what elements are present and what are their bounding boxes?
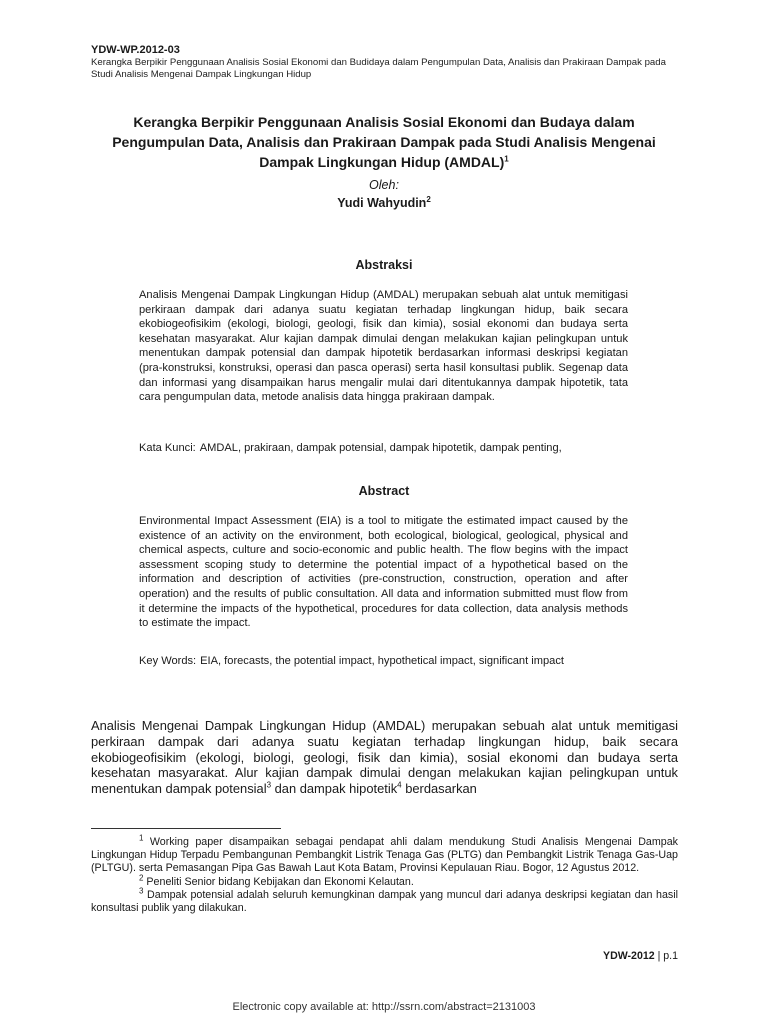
body-footnote-ref-3: 3: [266, 780, 272, 790]
footnote-1-text: Working paper disampaikan sebagai pendapat ahli dalam mendukung Studi Analisis Mengenai Dampak Lingkungan Hidup Terpadu Pembangunan Pembangkit Listrik Tenaga Gas (PLTG) dan Pembangkit Listrik Tenaga Gas-Uap (PLTGU). serta Pemasangan Pipa Gas Bawah Laut Kota Batam, Provinsi Kepulauan Riau. Bogor, 12 Agustus 2012.: [91, 836, 678, 875]
abstraksi-heading: Abstraksi: [355, 258, 413, 272]
abstraksi-text: Analisis Mengenai Dampak Lingkungan Hidup (AMDAL) merupakan sebuah alat untuk memitigasi perkiraan dampak dari adanya suatu kegiatan terhadap lingkungan hidup, baik secara ekobiogeofisikim (ekologi, biologi, geologi, fisik dan kimia), sosial ekonomi dan budaya serta kesehatan masyarakat. Alur kajian dampak dimulai dengan melakukan kajian pelingkupan untuk menentukan dampak potensial dan dampak hipotetik berdasarkan informasi deskripsi kegiatan (pra-konstruksi, konstruksi, operasi dan pasca operasi) serta hasil konsultasi publik. Segenap data dan informasi yang disampaikan harus mengalir mulai dari ditentukannya dampak hipotetik, tata cara pengumpulan data, metode analisis data hingga prakiraan dampak.: [139, 289, 628, 404]
abstraksi-keywords: [139, 441, 628, 456]
footnote-3-number: 3: [139, 886, 144, 896]
body-text-1: Analisis Mengenai Dampak Lingkungan Hidup (AMDAL) merupakan sebuah alat untuk memitigasi perkiraan dampak dari adanya suatu kegiatan terhadap lingkungan hidup, baik secara ekobiogeofisikim (ekologi, biologi, geologi, fisik dan kimia), sosial ekonomi dan budaya serta kesehatan masyarakat. Alur kajian dampak dimulai dengan melakukan kajian pelingkupan untuk menentukan dampak potensial: [91, 718, 678, 797]
footnote-divider: [91, 828, 281, 829]
author-footnote-ref: 2: [426, 194, 431, 204]
author-name: [0, 196, 768, 210]
abstract-text: Environmental Impact Assessment (EIA) is a tool to mitigate the estimated impact caused by the existence of an activity on the environment, both ecological, biological, geological, physical and chemical aspects, culture and socio-economic and public health. The flow begins with the impact assessment scoping study to determine the potential impact of a hypothetical based on the information and description of activities (pre-construction, construction, operation and after operation) and the results of public consultation. All data and information submitted must flow from it determine the impacts of the hypothetical, procedures for data collection, data analysis methods to estimate the impact.: [139, 515, 628, 630]
page-separator: |: [654, 950, 664, 962]
abstract-keywords: [139, 654, 628, 669]
abstract-keywords-label: Key Words:: [139, 655, 197, 667]
body-paragraph: [91, 718, 678, 797]
page-number: [603, 950, 678, 962]
body-footnote-ref-4: 4: [397, 780, 402, 790]
footnote-1: [91, 833, 678, 876]
page-num: p.1: [663, 950, 678, 962]
body-text-3: berdasarkan: [401, 781, 477, 797]
byline-oleh: Oleh:: [369, 178, 399, 192]
footnote-1-number: 1: [139, 833, 144, 843]
header-subtitle: Kerangka Berpikir Penggunaan Analisis Sosial Ekonomi dan Budidaya dalam Pengumpulan Data, Analisis dan Prakiraan Dampak pada Studi Analisis Mengenai Dampak Lingkungan Hidup: [91, 57, 666, 80]
abstract-heading: Abstract: [358, 484, 410, 498]
abstract-keywords-value: EIA, forecasts, the potential impact, hypothetical impact, significant impact: [200, 655, 564, 667]
footnote-3-text: Dampak potensial adalah seluruh kemungkinan dampak yang muncul dari adanya deskripsi kegiatan dan hasil konsultasi publik yang dilakukan.: [91, 888, 678, 915]
paper-title-text: Kerangka Berpikir Penggunaan Analisis Sosial Ekonomi dan Budaya dalam Pengumpulan Data, Analisis dan Prakiraan Dampak pada Studi Analisis Mengenai Dampak Lingkungan Hidup (AMDAL): [112, 114, 656, 170]
body-text-2: dan dampak hipotetik: [271, 781, 398, 797]
footnote-2-text: Peneliti Senior bidang Kebijakan dan Ekonomi Kelautan.: [143, 875, 414, 888]
ssrn-footer: Electronic copy available at: http://ssrn.com/abstract=2131003: [232, 1001, 536, 1013]
page-code: YDW-2012: [603, 950, 655, 962]
footnotes: [91, 833, 678, 915]
author-name-text: Yudi Wahyudin: [337, 196, 427, 210]
paper-title: [90, 112, 678, 172]
abstraksi-keywords-label: Kata Kunci:: [139, 442, 196, 454]
footnote-2: [91, 873, 678, 889]
header-code: YDW-WP.2012-03: [91, 44, 180, 56]
title-footnote-ref: 1: [504, 154, 509, 164]
footnote-2-number: 2: [139, 873, 144, 883]
footnote-3: [91, 886, 678, 915]
abstraksi-keywords-value: AMDAL, prakiraan, dampak potensial, dampak hipotetik, dampak penting,: [199, 442, 562, 454]
